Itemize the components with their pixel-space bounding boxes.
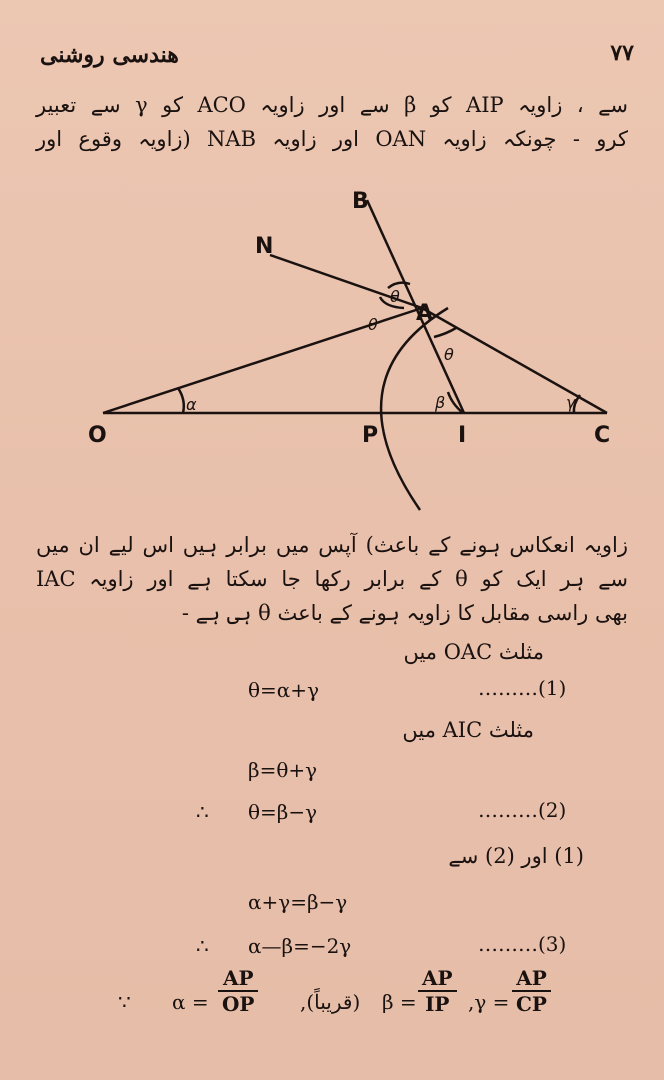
point-label-a: A — [416, 301, 434, 326]
point-label-n: N — [255, 234, 274, 259]
running-header-title: هندسی روشنی — [40, 42, 179, 68]
therefore-symbol-2: ∴ — [196, 934, 209, 958]
paragraph-1-line-2: کرو - چونکہ زاویہ OAN اور زاویہ NAB (زاویہ وقوع اور — [36, 127, 628, 151]
paragraph-1-line-1: سے ، زاویہ AIP کو β سے اور زاویہ ACO کو γ سے تعبیر — [36, 93, 628, 117]
paragraph-2-line-3: بھی راسی مقابل کا زاویہ ہونے کے باعث θ ہی ہے - — [181, 601, 628, 625]
fraction-ap-ip-numerator: AP — [418, 966, 457, 992]
approx-label: (قریباً), — [300, 990, 361, 1014]
point-label-b: B — [352, 189, 369, 214]
label-triangle-oac: مثلث OAC میں — [403, 640, 544, 664]
fraction-ap-op-numerator: AP — [218, 966, 258, 992]
alpha-equals: α = — [172, 990, 209, 1014]
angle-theta-oan: θ — [368, 315, 378, 334]
paragraph-1 — [36, 88, 628, 156]
page-number: ۷۷ — [610, 40, 634, 66]
paragraph-2 — [36, 528, 628, 630]
equation-1: θ=α+γ — [248, 678, 320, 702]
angle-gamma: γ — [566, 393, 576, 412]
fraction-ap-op-denominator: OP — [222, 992, 255, 1016]
point-label-c: C — [594, 423, 611, 448]
fraction-ap-cp-numerator: AP — [512, 966, 551, 992]
arc-theta-3 — [434, 328, 456, 337]
reflection-diagram — [0, 180, 664, 520]
beta-equals: β = — [382, 990, 417, 1014]
equation-1-tag: ………(1) — [478, 676, 567, 700]
angle-alpha: α — [186, 395, 197, 414]
point-label-p: P — [362, 423, 379, 448]
label-from-1-and-2: (1) اور (2) سے — [448, 844, 584, 868]
fraction-ap-ip-denominator: IP — [425, 992, 450, 1016]
angle-theta-iac: θ — [444, 345, 454, 364]
point-label-i: I — [458, 423, 467, 448]
fraction-ap-cp-denominator: CP — [516, 992, 547, 1016]
angle-theta-nab: θ — [390, 287, 400, 306]
angle-beta: β — [435, 393, 446, 412]
paragraph-2-line-1: زاویہ انعکاس ہونے کے باعث) آپس میں برابر ہیں اس لیے ان میں — [36, 533, 628, 557]
therefore-symbol-1: ∴ — [196, 800, 209, 824]
equation-2-tag: ………(2) — [478, 798, 567, 822]
equation-3-tag: ………(3) — [478, 932, 567, 956]
fraction-ap-ip — [418, 966, 457, 1016]
label-triangle-aic: مثلث AIC میں — [402, 718, 534, 742]
equation-3: α—β=−2γ — [248, 934, 352, 958]
fraction-ap-op — [218, 966, 258, 1016]
because-symbol: ∵ — [118, 990, 131, 1014]
arc-alpha — [178, 388, 184, 413]
equation-3a: α+γ=β−γ — [248, 890, 348, 914]
equation-2a: β=θ+γ — [248, 758, 318, 782]
paragraph-2-line-2: سے ہر ایک کو θ کے برابر رکھا جا سکتا ہے اور زاویہ IAC — [36, 567, 628, 591]
equation-2: θ=β−γ — [248, 800, 318, 824]
fraction-ap-cp — [512, 966, 551, 1016]
gamma-equals: ,γ = — [468, 990, 510, 1014]
point-label-o: O — [88, 423, 107, 448]
